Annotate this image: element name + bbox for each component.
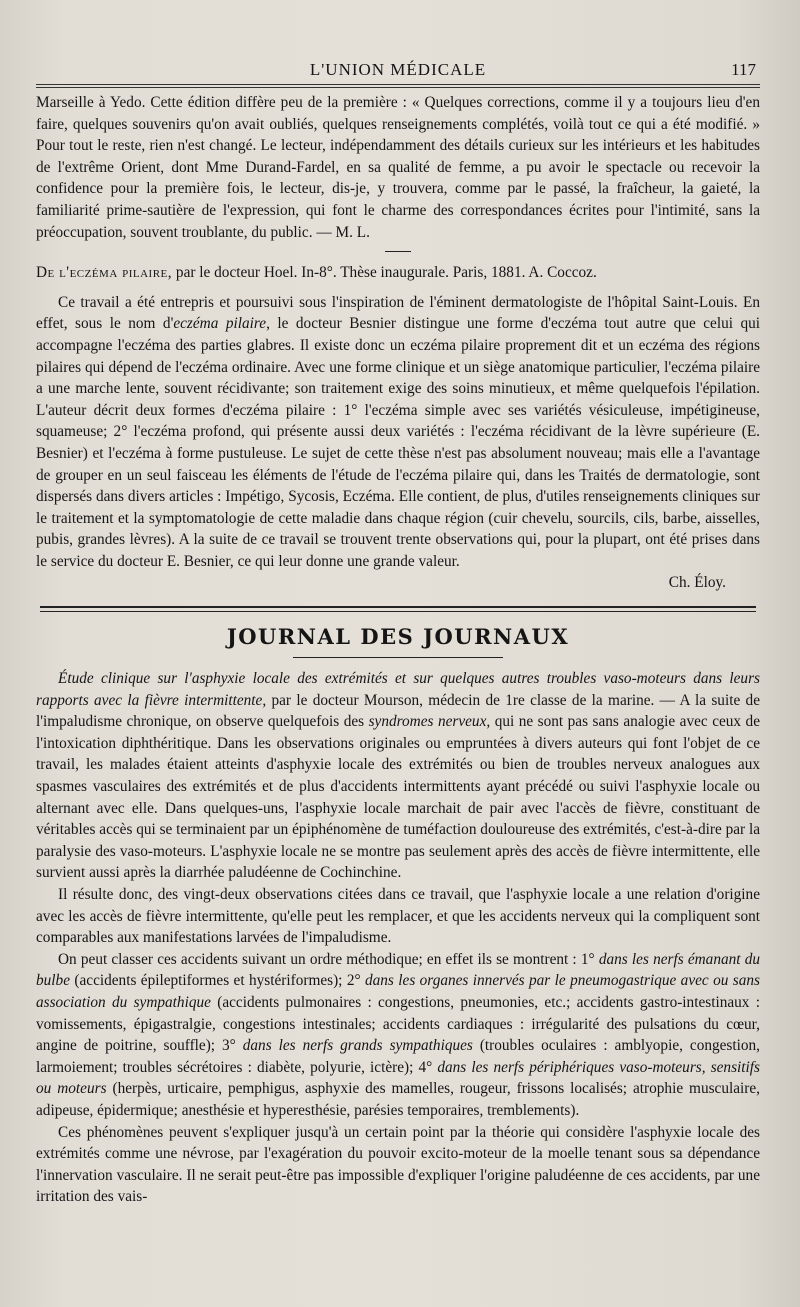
- review-title: [36, 262, 760, 284]
- article-paragraph-1: [36, 668, 760, 884]
- review-signature: Ch. Éloy.: [668, 574, 726, 592]
- article-p3-italic-3: dans les nerfs grands sympathiques: [242, 1037, 473, 1055]
- review-body: [36, 292, 760, 573]
- article-p3-italic-1: dans les nerfs émanant du bulbe: [36, 950, 760, 990]
- section-heading: JOURNAL DES JOURNAUX: [226, 624, 570, 650]
- article-p3-part-e: (herpès, urticaire, pemphigus, asphyxie des mamelles, rougeur, frissons localisés; atrophie musculaire, adipeuse, épidermique; anesthésie et hyperesthésie, parésies temporaires, tremblements).: [36, 1080, 760, 1119]
- article-p3-part-d: (troubles oculaires : amblyopie, congestion, larmoiement; troubles sécrétoires : diabète, polyurie, ictère); 4°: [36, 1037, 761, 1076]
- article-paragraph-1-rest: qui ne sont pas sans analogie avec ceux de l'intoxication diphthéritique. Dans les observations originales ou empruntées à divers auteurs qui font l'objet de ce travail, les malades étaient atteints d'asphyxie locale des extrémités ou bien de troubles nerveux analogues aux spasmes vasculaires des extrémités et de plus d'accidents intermittents ayant précédé ou suivi l'asphyxie locale ou alternant avec elle. Dans quelques-uns, l'asphyxie locale marchait de pair avec l'accès de fièvre, constituant de véritables accès qui se terminaient par un épiphénomène de tuméfaction douloureuse des extrémités, c'est-à-dire par la paralysie des vaso-moteurs. L'asphyxie locale ne se montre pas seulement après des accès de fièvre intermittente, elle survient aussi après la diarrhée paludéenne de Cochinchine.: [36, 713, 760, 882]
- article-term-syndromes: syndromes nerveux,: [368, 713, 491, 731]
- journal-title: L'UNION MÉDICALE: [309, 60, 487, 79]
- review-body-start: Ce travail a été entrepris et poursuivi sous l'inspiration de l'éminent dermatologiste de l'hôpital Saint-Louis. En effet, sous le nom d': [36, 293, 760, 333]
- review-title-subject: De l'eczéma pilaire,: [36, 264, 173, 282]
- article-intro: par le docteur Mourson, médecin de 1re classe de la marine. — A la suite de l'impaludisme chronique, on observe quelquefois des: [36, 691, 760, 731]
- review-continued: [36, 92, 760, 243]
- running-head: [36, 58, 760, 85]
- article-p3-part-a: On peut classer ces accidents suivant un ordre méthodique; en effet ils se montrent : 1°: [58, 950, 599, 968]
- section-double-rule: [40, 606, 756, 612]
- article-p3-italic-4: dans les nerfs périphériques vaso-moteurs, sensitifs ou moteurs: [36, 1058, 760, 1098]
- review-title-rest: par le docteur Hoel. In-8°. Thèse inaugurale. Paris, 1881. A. Coccoz.: [172, 264, 597, 282]
- article-title: Étude clinique sur l'asphyxie locale des extrémités et sur quelques autres troubles vaso-moteurs dans leurs rapports avec la fièvre intermittente,: [36, 670, 760, 709]
- article-paragraph-2: Il résulte donc, des vingt-deux observations citées dans ce travail, que l'asphyxie locale a une relation d'origine avec les accès de fièvre intermittente, qu'elle peut les remplacer, et que les accidents nerveux qui la compliquent sont comparables aux manifestations larvées de l'impaludisme.: [36, 886, 760, 947]
- review-body-end: , le docteur Besnier distingue une forme d'eczéma tout autre que celui qui accompagne l'eczéma des parties glabres. Il existe donc un eczéma pilaire proprement dit et un eczéma des régions pilaires qui dépend de l'eczéma ordinaire. Avec une forme clinique et un siège anatomique particulier, l'eczéma pilaire a une marche lente, souvent récidivante; son traitement exige des soins minutieux, et même quelquefois l'épilation. L'auteur décrit deux formes d'eczéma pilaire : 1° l'eczéma simple avec ses variétés vésiculeuse, impétigineuse, squameuse; 2° l'eczéma profond, qui présente aussi deux variétés : l'eczéma récidivant de la lèvre supérieure (E. Besnier) et l'eczéma à forme pustuleuse. Le sujet de cette thèse n'est pas absolument nouveau; mais elle a l'avantage de grouper en un seul faisceau les éléments de l'étude de l'eczéma pilaire qui, dans les Traités de dermatologie, sont dispersés dans divers articles : Impétigo, Sycosis, Eczéma. Elle contient, de plus, d'utiles renseignements cliniques sur le traitement et la symptomatologie de cette maladie dans chaque région (cuir chevelu, sourcils, cils, barbe, aisselles, pubis, grandes lèvres). A la suite de ce travail se trouvent trente observations qui, pour la plupart, ont été prises dans le service du docteur E. Besnier, ce qui leur donne une grande valeur.: [36, 315, 761, 570]
- review-continued-paragraph: Marseille à Yedo. Cette édition diffère peu de la première : « Quelques corrections, comme il y a toujours lieu d'en faire, quelques souvenirs qu'on avait oubliés, quelques renseignements complétés, voilà tout ce qui a été modifié. » Pour tout le reste, rien n'est changé. Le lecteur, indépendamment des détails curieux sur les intérieurs et les habitudes de l'extrême Orient, dont Mme Durand-Fardel, en sa qualité de femme, a pu avoir le spectacle ou recevoir la confidence pour la première fois, le lecteur, dis-je, y trouvera, comme par le passé, la fraîcheur, la gaieté, la familiarité prime-sautière de l'expression, qui font le charme des correspondances écrites pour l'intimité, sans la préoccupation, souvent troublante, du public. — M. L.: [36, 94, 760, 241]
- article-p3-part-c: (accidents pulmonaires : congestions, pneumonies, etc.; accidents gastro-intestinaux : vomissements, épigastralgie, congestions intestinales; accidents cardiaques : irrégularité des pulsations du cœur, angine de poitrine, souffle); 3°: [36, 993, 760, 1055]
- article-p3-italic-2: dans les organes innervés par le pneumogastrique avec ou sans association du sympathique: [36, 972, 760, 1011]
- article-p3-part-b: (accidents épileptiformes et hystériformes); 2°: [70, 972, 365, 990]
- page-number: 117: [731, 60, 756, 79]
- separator-rule: [385, 251, 411, 252]
- header-rule: [36, 87, 760, 88]
- article-paragraph-3: [36, 949, 760, 1122]
- article-paragraph-4: Ces phénomènes peuvent s'expliquer jusqu'à un certain point par la théorie qui considère l'asphyxie locale des extrémités comme une névrose, par l'exagération du pouvoir excito-moteur de la moelle tenant sous sa dépendance l'innervation vasculaire. Il ne serait peut-être pas impossible d'expliquer l'origine paludéenne de ces accidents, par une irritation des vais-: [36, 1123, 760, 1206]
- section-heading-rule: [293, 657, 503, 658]
- review-body-term: eczéma pilaire: [173, 315, 267, 333]
